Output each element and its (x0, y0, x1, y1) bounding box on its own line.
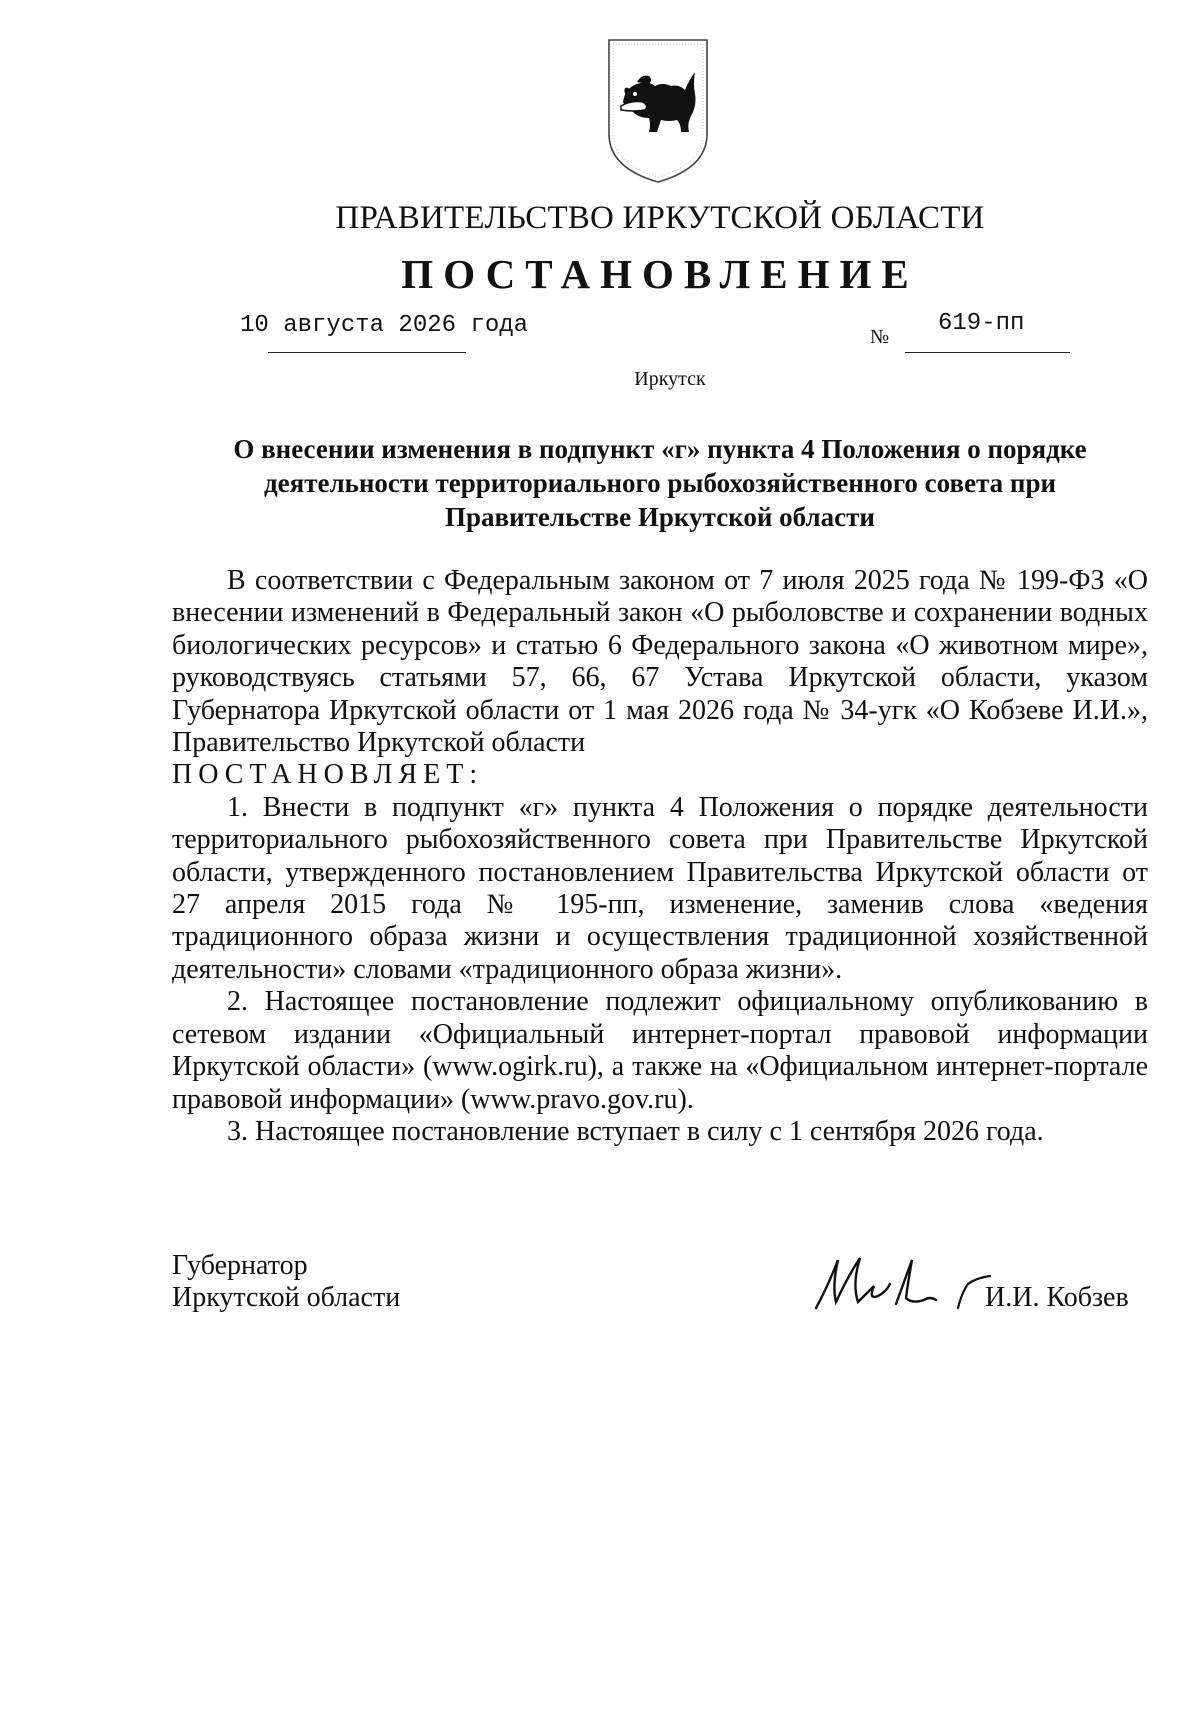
item-paragraph-1: 1. Внести в подпункт «г» пункта 4 Положения о порядке деятельности территориального рыбохозяйственного совета при Правительстве Иркутской области, утвержденного постановлением Правительства Иркутской области от 27 апреля 2015 года № 195-пп, изменение, заменив слова «ведения традиционного образа жизни и осуществления традиционной хозяйственной деятельности» словами «традиционного образа жизни». (172, 791, 1148, 985)
signatory-name: И.И. Кобзев (985, 1282, 1129, 1313)
city: Иркутск (634, 368, 706, 390)
document-date: 10 августа 2026 года (240, 312, 529, 339)
coat-of-arms-icon (603, 36, 713, 186)
item-paragraph-3: 3. Настоящее постановление вступает в силу с 1 сентября 2026 года. (227, 1115, 1044, 1147)
organization-title: ПРАВИТЕЛЬСТВО ИРКУТСКОЙ ОБЛАСТИ (335, 200, 985, 236)
date-underline (268, 352, 466, 353)
number-underline (905, 352, 1070, 353)
document-number: 619-пп (938, 310, 1025, 337)
signatory-position-line2: Иркутской области (172, 1282, 401, 1314)
document-subject: О внесении изменения в подпункт «г» пункта 4 Положения о порядке деятельности территориального рыбохозяйственного совета при Правительстве Иркутской области (233, 434, 1087, 532)
item-paragraph-2: 2. Настоящее постановление подлежит официальному опубликованию в сетевом издании «Официальный интернет-портал правовой информации Иркутской области» (www.ogirk.ru), а также на «Официальном интернет-портале правовой информации» (www.pravo.gov.ru). (172, 986, 1148, 1115)
signatory-position-line1: Губернатор (172, 1250, 308, 1281)
preamble-paragraph: В соответствии с Федеральным законом от 7 июля 2025 года № 199-ФЗ «О внесении изменений в Федеральный закон «О рыболовстве и сохранении водных биологических ресурсов» и статью 6 Федерального закона «О животном мире», руководствуясь статьями 57, 66, 67 Устава Иркутской области, указом Губернатора Иркутской области от 1 мая 2026 года № 34-угк «О Кобзеве И.И.», Правительство Иркутской области (172, 565, 1148, 759)
number-sign: № (870, 326, 890, 348)
document-body (172, 565, 1148, 1148)
signatory-position (172, 1250, 400, 1315)
document-type-heading: ПОСТАНОВЛЕНИЕ (401, 251, 919, 297)
decree-word: ПОСТАНОВЛЯЕТ: (172, 759, 484, 791)
handwritten-signature-icon (808, 1246, 998, 1316)
